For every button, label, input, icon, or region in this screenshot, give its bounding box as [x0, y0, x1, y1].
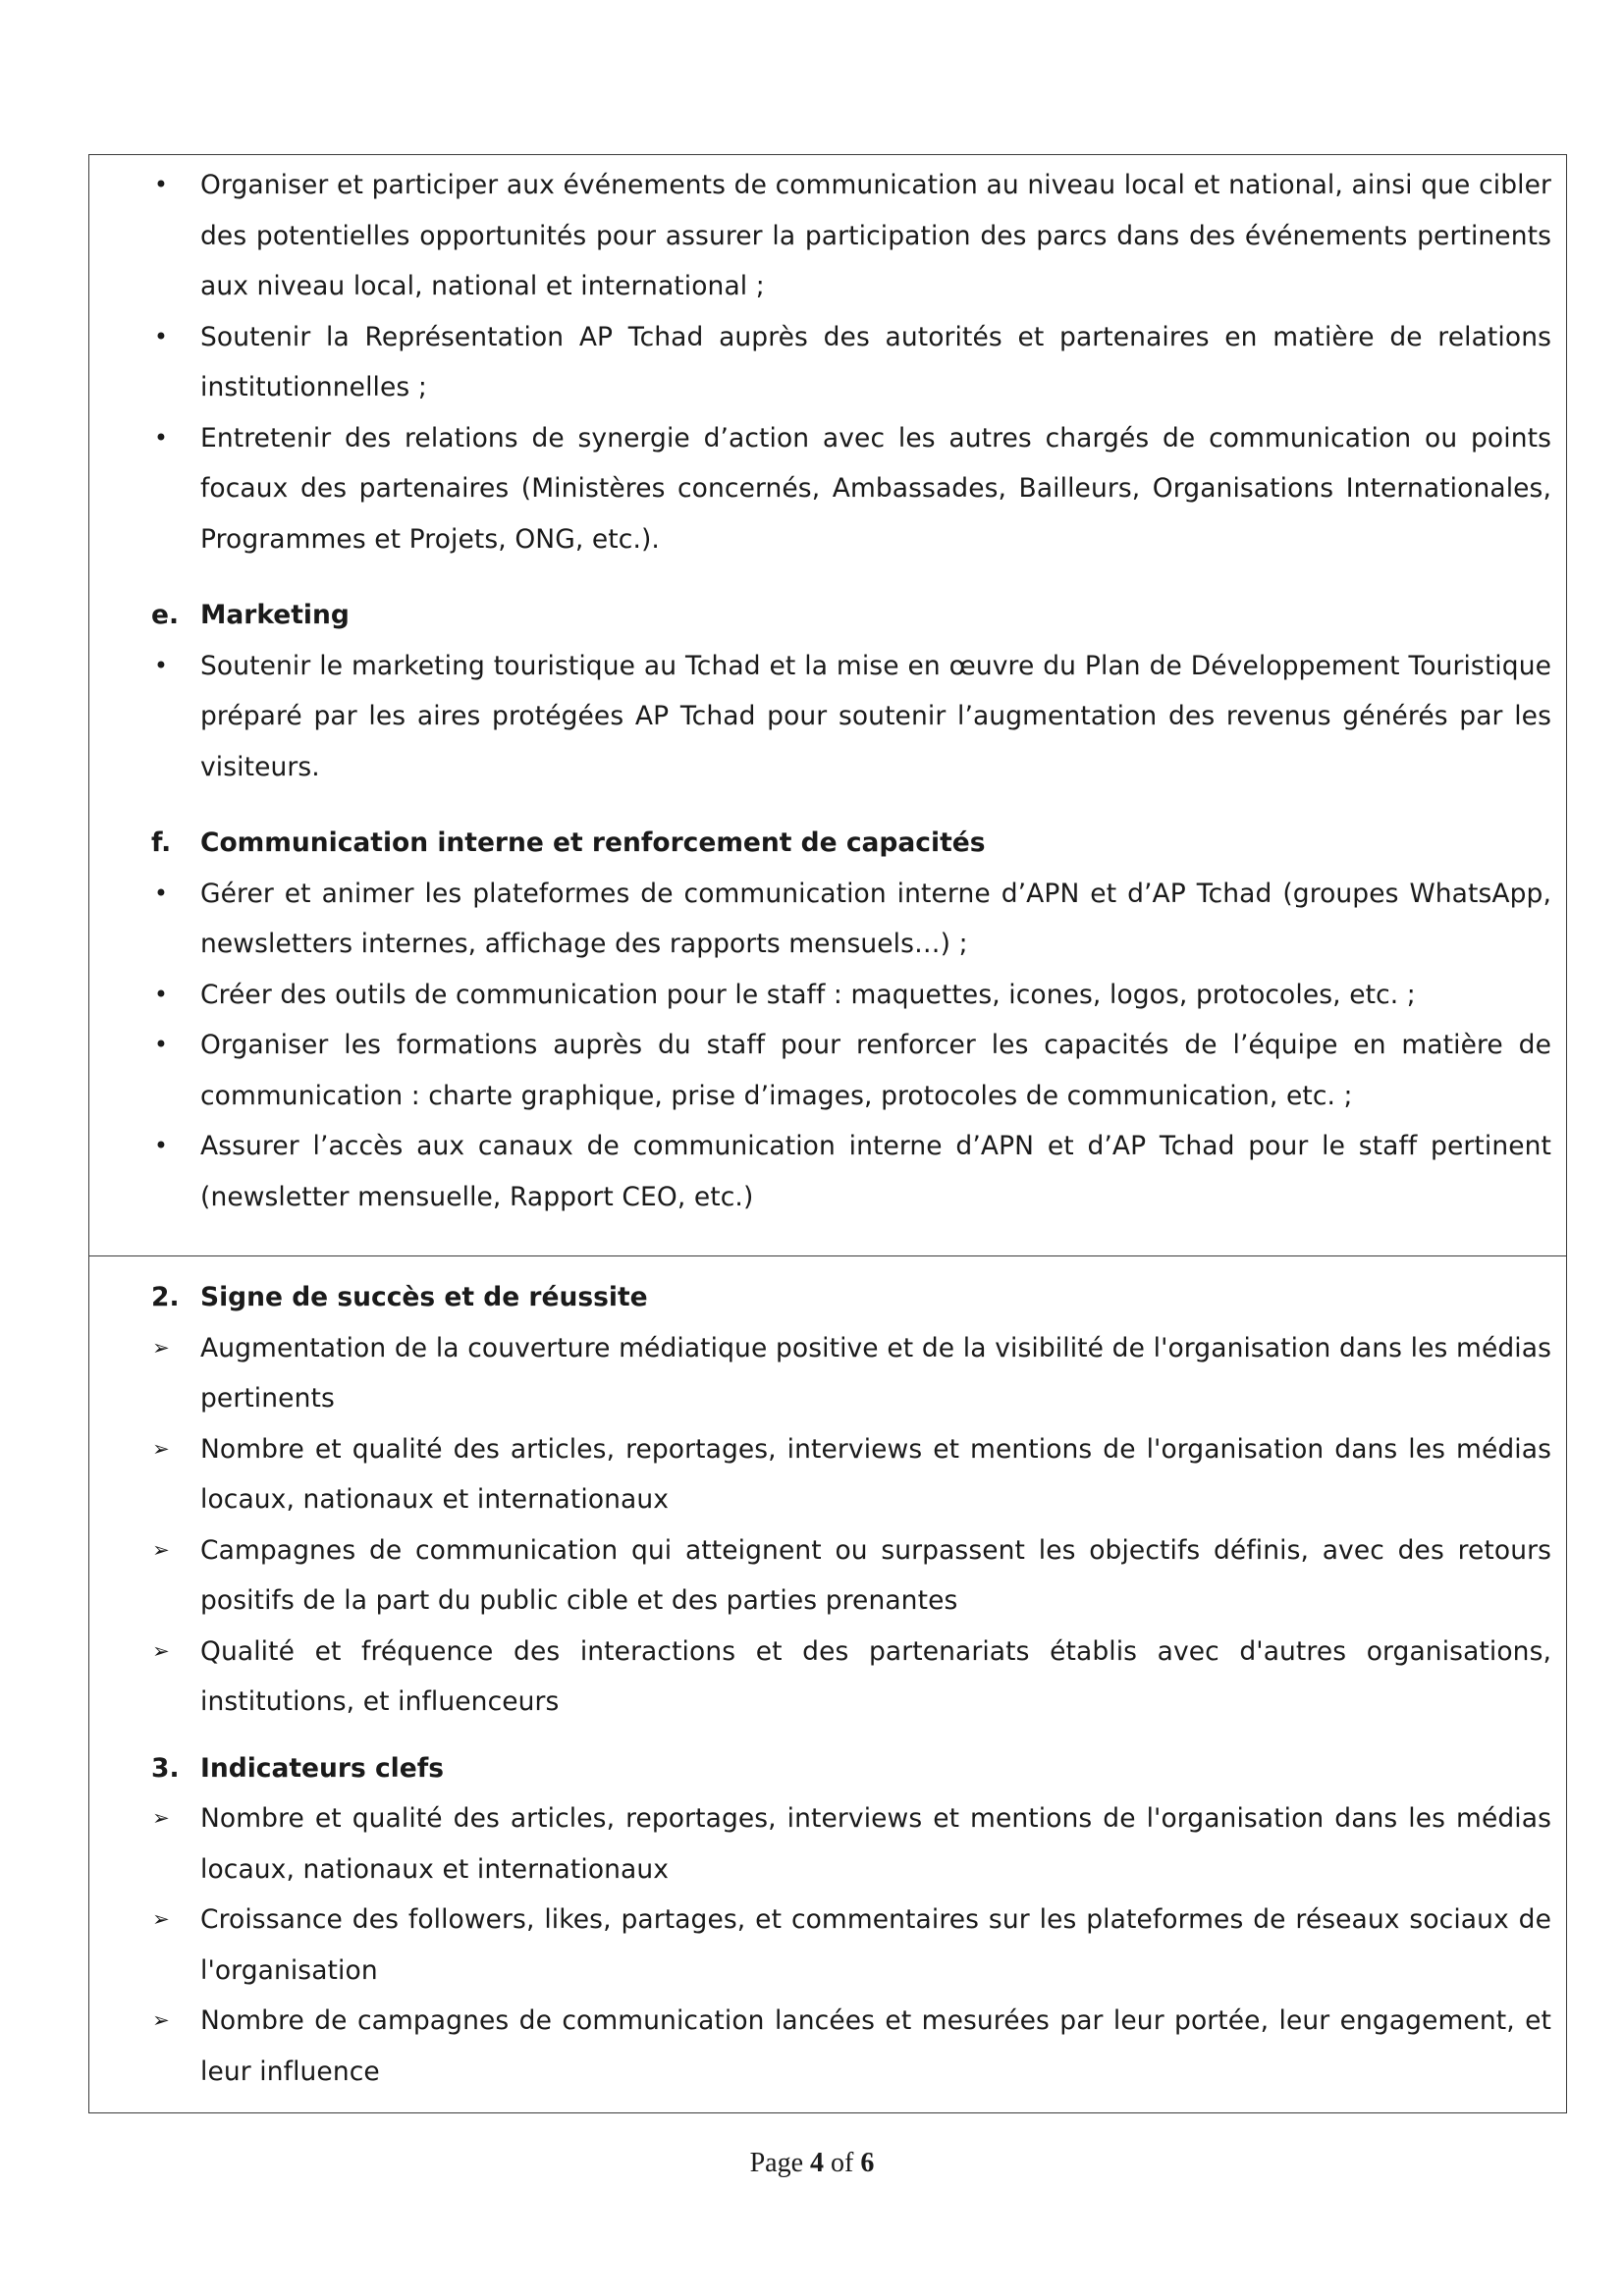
total-pages-number: 6 — [860, 2148, 875, 2178]
table-cell-success-indicators — [89, 1256, 1566, 2112]
list-item: ➢ Augmentation de la couverture médiatique positive et de la visibilité de l'organisation dans les médias pertinents — [151, 1323, 1551, 1424]
arrow-bullet-icon: ➢ — [152, 1537, 170, 1562]
list-item: • Soutenir la Représentation AP Tchad auprès des autorités et partenaires en matière de relations institutionnelles ; — [151, 312, 1551, 413]
list-item: ➢ Qualité et fréquence des interactions et des partenariats établis avec d'autres organisations, institutions, et influenceurs — [151, 1627, 1551, 1728]
list-item: • Organiser et participer aux événements de communication au niveau local et national, ainsi que cibler des potentielles opportunités pour assurer la participation des parcs dans des événements pertinents aux niveau local, national et international ; — [151, 160, 1551, 312]
list-item: • Assurer l’accès aux canaux de communication interne d’APN et d’AP Tchad pour le staff pertinent (newsletter mensuelle, Rapport CEO, etc.) — [151, 1121, 1551, 1222]
section-title: Marketing — [200, 600, 350, 630]
section-title: Signe de succès et de réussite — [200, 1282, 648, 1312]
list-item: ➢ Nombre de campagnes de communication lancées et mesurées par leur portée, leur engagement, et leur influence — [151, 1996, 1551, 2097]
section-title: Indicateurs clefs — [200, 1752, 445, 1784]
bullet-icon: • — [153, 171, 169, 198]
list-item: • Gérer et animer les plateformes de communication interne d’APN et d’AP Tchad (groupes WhatsApp, newsletters internes, affichage des rapports mensuels…) ; — [151, 869, 1551, 970]
bullet-icon: • — [153, 322, 169, 350]
bullet-icon: • — [153, 1031, 169, 1058]
arrow-bullet-icon: ➢ — [152, 1638, 170, 1663]
section-d-list — [151, 160, 1551, 564]
section-number: f. — [151, 828, 172, 858]
table-cell-responsibilities — [89, 155, 1566, 1256]
list-item: • Soutenir le marketing touristique au Tchad et la mise en œuvre du Plan de Développement Touristique préparé par les aires protégées AP Tchad pour soutenir l’augmentation des revenus générés par les visiteurs. — [151, 641, 1551, 793]
section-number: e. — [151, 600, 180, 630]
page-label: Page — [749, 2148, 804, 2178]
list-item: ➢ Nombre et qualité des articles, reportages, interviews et mentions de l'organisation dans les médias locaux, nationaux et internationaux — [151, 1793, 1551, 1895]
arrow-bullet-icon: ➢ — [152, 1436, 170, 1461]
section-heading-key-indicators — [151, 1743, 1551, 1794]
arrow-bullet-icon: ➢ — [152, 1907, 170, 1931]
bullet-icon: • — [153, 980, 169, 1008]
section-number: 3. — [151, 1752, 180, 1784]
arrow-bullet-icon: ➢ — [152, 1806, 170, 1830]
content-table — [88, 154, 1567, 2113]
list-item: • Organiser les formations auprès du staff pour renforcer les capacités de l’équipe en matière de communication : charte graphique, prise d’images, protocoles de communication, etc. ; — [151, 1020, 1551, 1121]
bullet-icon: • — [153, 879, 169, 907]
bullet-icon: • — [153, 1132, 169, 1159]
list-item: ➢ Nombre et qualité des articles, reportages, interviews et mentions de l'organisation dans les médias locaux, nationaux et internationaux — [151, 1424, 1551, 1525]
section-3-list — [151, 1793, 1551, 2097]
section-2-list — [151, 1323, 1551, 1728]
list-item: ➢ Campagnes de communication qui atteignent ou surpassent les objectifs définis, avec des retours positifs de la part du public cible et des parties prenantes — [151, 1525, 1551, 1627]
list-item: • Entretenir des relations de synergie d’action avec les autres chargés de communication ou points focaux des partenaires (Ministères concernés, Ambassades, Bailleurs, Organisations Internationales, Programmes et Projets, ONG, etc.). — [151, 413, 1551, 565]
section-number: 2. — [151, 1282, 180, 1312]
arrow-bullet-icon: ➢ — [152, 1335, 170, 1360]
section-f-list — [151, 869, 1551, 1223]
section-title: Communication interne et renforcement de capacités — [200, 828, 986, 858]
bullet-icon: • — [153, 423, 169, 452]
bullet-icon: • — [153, 651, 169, 679]
section-heading-success-signs — [151, 1272, 1551, 1323]
arrow-bullet-icon: ➢ — [152, 2008, 170, 2032]
list-item: • Créer des outils de communication pour le staff : maquettes, icones, logos, protocoles, etc. ; — [151, 970, 1551, 1021]
section-e-list — [151, 641, 1551, 793]
section-heading-marketing — [151, 590, 1551, 641]
page-footer — [0, 2148, 1624, 2179]
list-item: ➢ Croissance des followers, likes, partages, et commentaires sur les plateformes de réseaux sociaux de l'organisation — [151, 1895, 1551, 1996]
current-page-number: 4 — [810, 2148, 825, 2178]
of-label: of — [831, 2148, 854, 2178]
section-heading-internal-communication — [151, 818, 1551, 869]
